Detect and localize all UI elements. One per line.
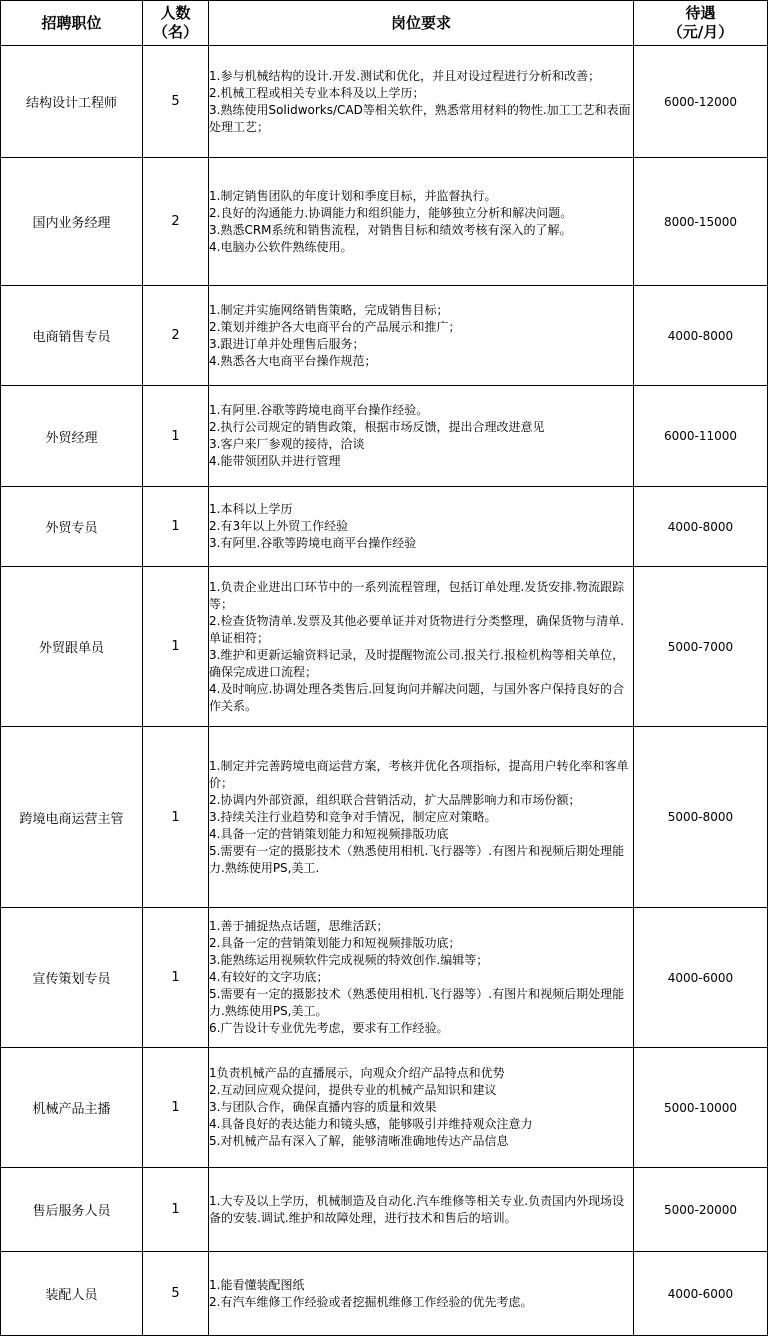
table-row — [1, 908, 768, 1048]
salary-cell: 8000-15000 — [634, 158, 768, 286]
requirement-item: 3.客户来厂参观的接待，洽谈 — [209, 437, 365, 451]
count-cell: 1 — [143, 727, 209, 908]
requirements-cell — [209, 46, 634, 158]
table-body — [1, 46, 768, 1336]
requirements-cell — [209, 1168, 634, 1252]
requirement-item: 2.有汽车维修工作经验或者挖掘机维修工作经验的优先考虑。 — [209, 1294, 533, 1309]
position-cell: 售后服务人员 — [1, 1168, 143, 1252]
header-salary: 待遇 （元/月） — [634, 1, 768, 46]
requirement-item: 1.参与机械结构的设计.开发.测试和优化，并且对设过程进行分析和改善； — [209, 68, 601, 83]
requirement-item: 4.具备良好的表达能力和镜头感，能够吸引并维持观众注意力 — [209, 1117, 533, 1131]
requirement-item: 5.需要有一定的摄影技术（熟悉使用相机.飞行器等）.有图片和视频后期处理能力.熟练使用PS,美工. — [209, 843, 625, 875]
requirement-item: 3.熟悉CRM系统和销售流程，对销售目标和绩效考核有深入的了解。 — [209, 222, 572, 237]
count-cell: 1 — [143, 567, 209, 727]
requirement-item: 1.能看懂装配图纸 — [209, 1277, 305, 1292]
count-cell: 1 — [143, 1048, 209, 1168]
position-cell: 国内业务经理 — [1, 158, 143, 286]
table-row — [1, 567, 768, 727]
requirement-item: 1.制定销售团队的年度计划和季度目标，并监督执行。 — [209, 188, 497, 203]
requirements-cell — [209, 286, 634, 386]
requirements-cell — [209, 727, 634, 908]
requirement-item: 1.本科以上学历 — [209, 502, 293, 516]
position-cell: 跨境电商运营主管 — [1, 727, 143, 908]
requirement-item: 1负责机械产品的直播展示，向观众介绍产品特点和优势 — [209, 1066, 505, 1080]
salary-cell: 4000-8000 — [634, 286, 768, 386]
count-cell: 2 — [143, 286, 209, 386]
count-cell: 1 — [143, 386, 209, 487]
position-cell: 机械产品主播 — [1, 1048, 143, 1168]
requirement-item: 4.电脑办公软件熟练使用。 — [209, 239, 353, 254]
requirement-item: 3.熟练使用Solidworks/CAD等相关软件，熟悉常用材料的物性.加工工艺和表面处理工艺； — [209, 102, 631, 134]
requirement-item: 5.需要有一定的摄影技术（熟悉使用相机.飞行器等）.有图片和视频后期处理能力.熟练使用PS,美工。 — [209, 987, 625, 1018]
header-count: 人数 （名） — [143, 1, 209, 46]
salary-cell: 6000-12000 — [634, 46, 768, 158]
requirement-item: 2.互动回应观众提问，提供专业的机械产品知识和建议 — [209, 1083, 497, 1097]
requirement-item: 3.有阿里.谷歌等跨境电商平台操作经验 — [209, 536, 417, 550]
count-cell: 1 — [143, 908, 209, 1048]
requirements-cell — [209, 487, 634, 567]
position-cell: 电商销售专员 — [1, 286, 143, 386]
requirements-cell — [209, 908, 634, 1048]
header-row — [1, 1, 768, 46]
salary-cell: 4000-6000 — [634, 908, 768, 1048]
requirement-item: 4.能带领团队并进行管理 — [209, 454, 341, 468]
salary-cell: 5000-20000 — [634, 1168, 768, 1252]
table-row — [1, 727, 768, 908]
requirement-item: 5.对机械产品有深入了解，能够清晰准确地传达产品信息 — [209, 1134, 509, 1148]
table-row — [1, 1252, 768, 1336]
requirement-item: 1.制定并完善跨境电商运营方案，考核并优化各项指标，提高用户转化率和客单价； — [209, 758, 629, 790]
table-row — [1, 386, 768, 487]
requirements-cell — [209, 1048, 634, 1168]
header-position: 招聘职位 — [1, 1, 143, 46]
requirement-item: 2.策划并维护各大电商平台的产品展示和推广； — [209, 319, 461, 334]
requirement-item: 2.执行公司规定的销售政策，根据市场反馈，提出合理改进意见 — [209, 420, 545, 434]
requirement-item: 2.机械工程或相关专业本科及以上学历； — [209, 85, 425, 100]
salary-cell: 5000-8000 — [634, 727, 768, 908]
count-cell: 5 — [143, 46, 209, 158]
requirement-item: 2.有3年以上外贸工作经验 — [209, 519, 349, 533]
requirement-item: 2.协调内外部资源，组织联合营销活动，扩大品牌影响力和市场份额； — [209, 792, 581, 807]
position-cell: 外贸跟单员 — [1, 567, 143, 727]
requirement-item: 1.制定并实施网络销售策略，完成销售目标； — [209, 302, 449, 317]
count-cell: 5 — [143, 1252, 209, 1336]
requirements-cell — [209, 1252, 634, 1336]
requirement-item: 4.有较好的文字功底； — [209, 970, 329, 984]
salary-cell: 5000-7000 — [634, 567, 768, 727]
requirement-item: 4.具备一定的营销策划能力和短视频排版功底 — [209, 826, 449, 841]
position-cell: 结构设计工程师 — [1, 46, 143, 158]
requirement-item: 3.与团队合作，确保直播内容的质量和效果 — [209, 1100, 437, 1114]
salary-cell: 5000-10000 — [634, 1048, 768, 1168]
table-row — [1, 46, 768, 158]
requirement-item: 2.检查货物清单.发票及其他必要单证并对货物进行分类整理，确保货物与清单.单证相符； — [209, 613, 625, 645]
requirement-item: 3.跟进订单并处理售后服务； — [209, 336, 365, 351]
requirement-item: 4.及时响应.协调处理各类售后.回复询问并解决问题，与国外客户保持良好的合作关系。 — [209, 681, 625, 713]
requirement-item: 2.具备一定的营销策划能力和短视频排版功底； — [209, 936, 461, 950]
position-cell: 装配人员 — [1, 1252, 143, 1336]
table-row — [1, 286, 768, 386]
header-requirements: 岗位要求 — [209, 1, 634, 46]
table-row — [1, 1168, 768, 1252]
requirement-item: 4.熟悉各大电商平台操作规范； — [209, 353, 377, 368]
requirement-item: 1.有阿里.谷歌等跨境电商平台操作经验。 — [209, 403, 429, 417]
count-cell: 1 — [143, 1168, 209, 1252]
requirements-cell — [209, 158, 634, 286]
requirement-item: 3.维护和更新运输资料记录，及时提醒物流公司.报关行.报检机构等相关单位，确保完成进口流程； — [209, 647, 625, 679]
table-row — [1, 158, 768, 286]
position-cell: 宣传策划专员 — [1, 908, 143, 1048]
requirement-item: 6.广告设计专业优先考虑，要求有工作经验。 — [209, 1021, 449, 1035]
position-cell: 外贸专员 — [1, 487, 143, 567]
table-row — [1, 1048, 768, 1168]
salary-cell: 4000-8000 — [634, 487, 768, 567]
requirement-item: 1.负责企业进出口环节中的一系列流程管理，包括订单处理.发货安排.物流跟踪等； — [209, 579, 625, 611]
salary-cell: 4000-6000 — [634, 1252, 768, 1336]
requirements-cell — [209, 567, 634, 727]
position-cell: 外贸经理 — [1, 386, 143, 487]
requirements-cell — [209, 386, 634, 487]
table-row — [1, 487, 768, 567]
requirement-item: 3.持续关注行业趋势和竞争对手情况，制定应对策略。 — [209, 809, 497, 824]
requirement-item: 1.善于捕捉热点话题，思维活跃； — [209, 919, 389, 933]
salary-cell: 6000-11000 — [634, 386, 768, 487]
count-cell: 2 — [143, 158, 209, 286]
requirement-item: 3.能熟练运用视频软件完成视频的特效创作.编辑等； — [209, 953, 489, 967]
requirement-item: 1.大专及以上学历，机械制造及自动化.汽车维修等相关专业.负责国内外现场设备的安装.调试.维护和故障处理，进行技术和售后的培训。 — [209, 1193, 625, 1225]
requirement-item: 2.良好的沟通能力.协调能力和组织能力，能够独立分析和解决问题。 — [209, 205, 573, 220]
count-cell: 1 — [143, 487, 209, 567]
